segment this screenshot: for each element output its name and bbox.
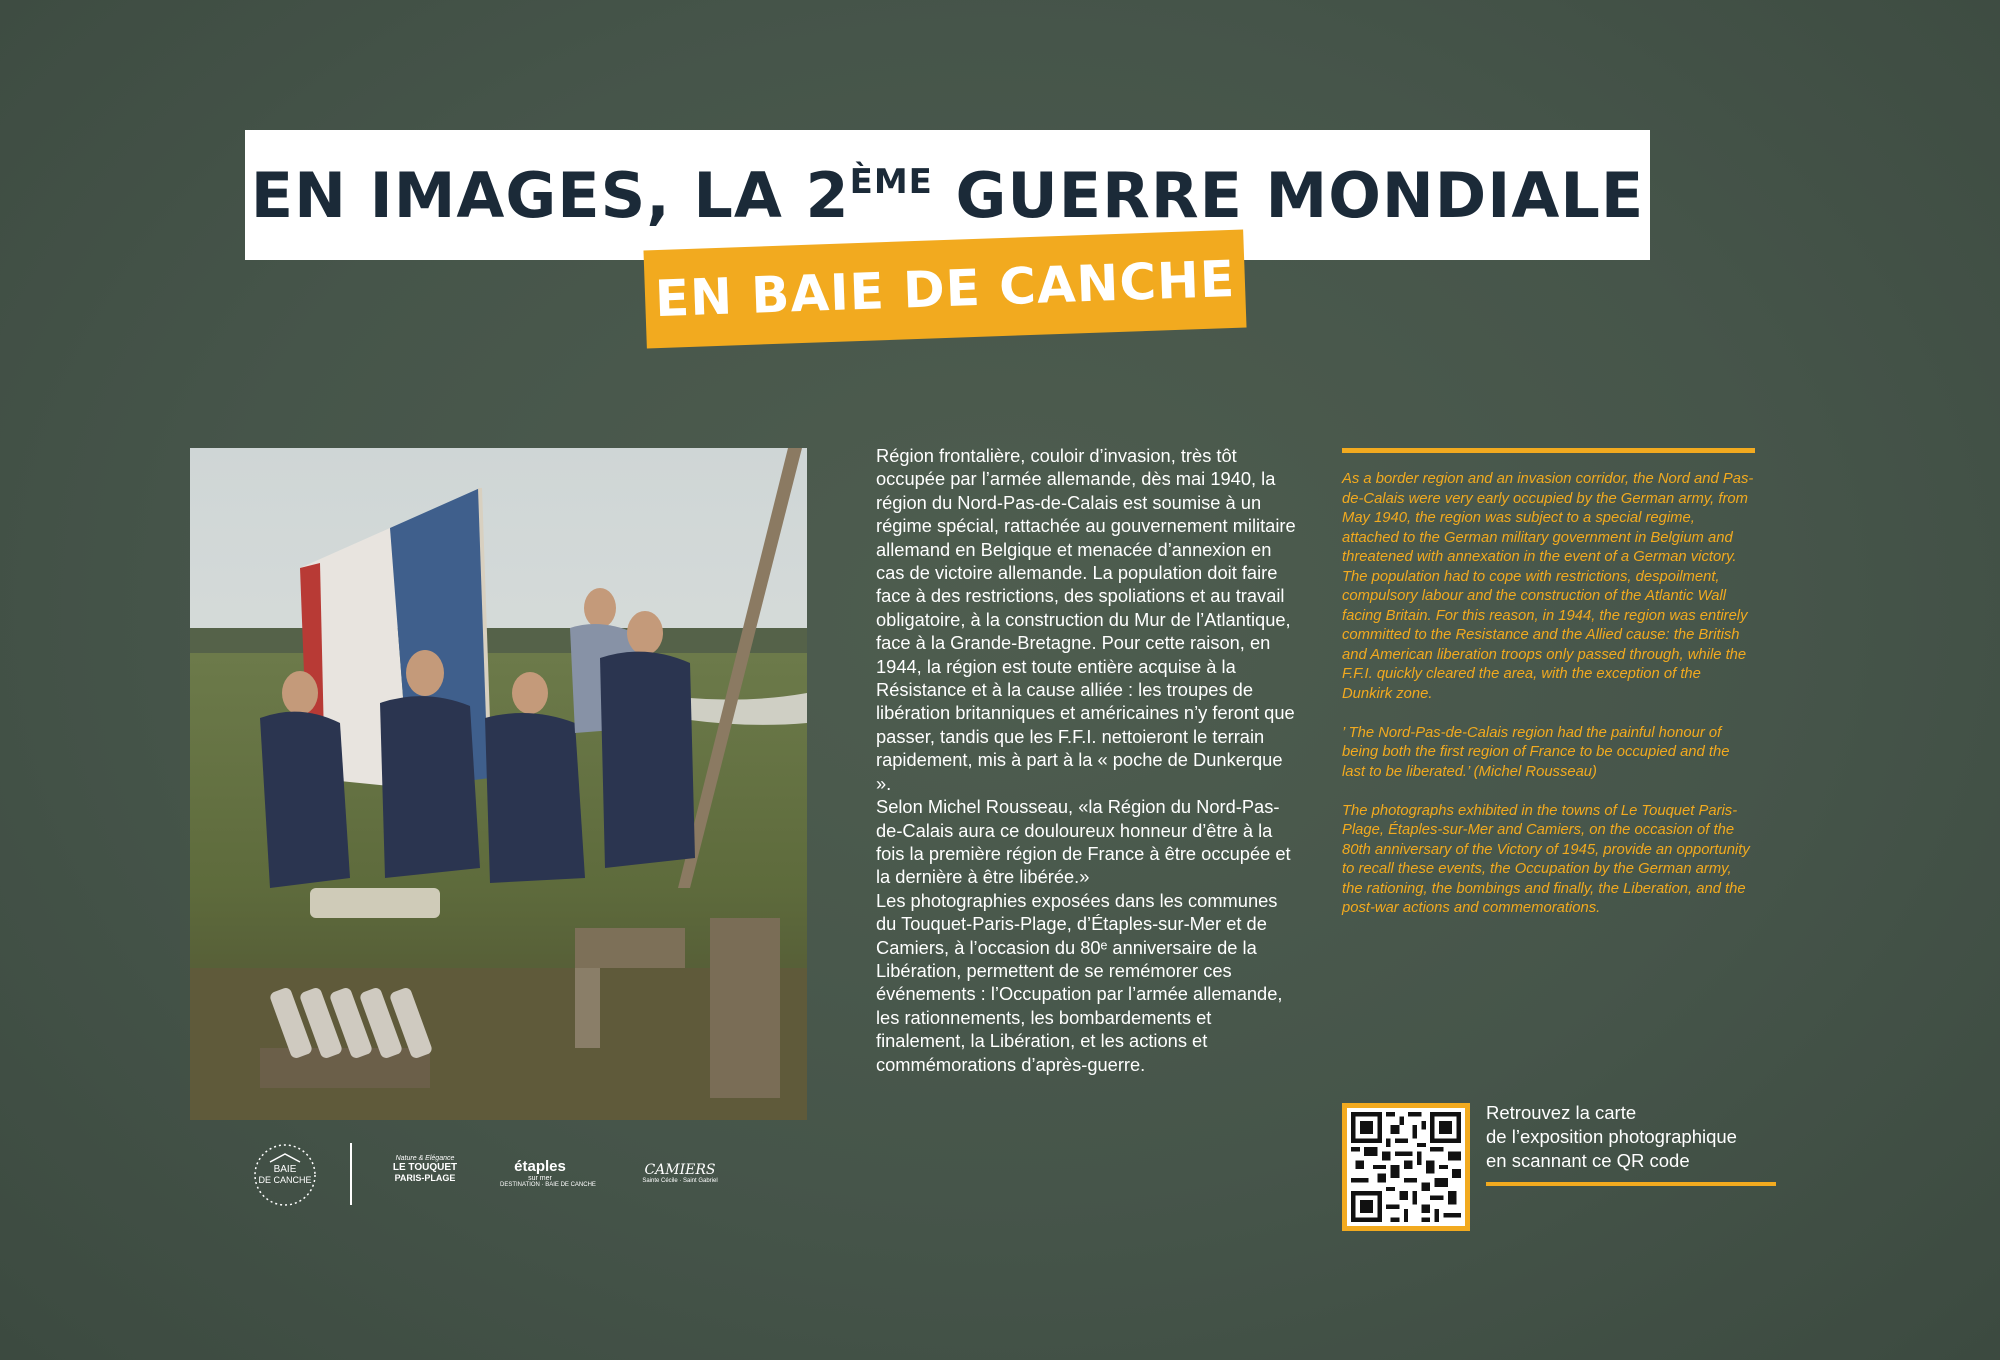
english-paragraph: As a border region and an invasion corridor, the Nord and Pas-de-Calais were very early occupied by the German army, from May 1940, the region was subject to a special regime, attached to the German military government in Belgium and threatened with annexation in the event of a German victory. The population had to cope with restrictions, despoilment, compulsory labour and the construction of the Atlantic Wall facing Britain. For this reason, in 1944, the region was entirely committed to the Resistance and the Allied cause: the British and American liberation troops only passed through, while the F.F.I. quickly cleared the area, with the exception of the Dunkirk zone. [1342, 471, 1754, 702]
historic-photo [190, 448, 807, 1120]
english-paragraph: ’ The Nord-Pas-de-Calais region had the painful honour of being both the first region of France to be occupied and the last to be liberated.’ (Michel Rousseau) [1342, 724, 1730, 780]
camiers-logo: CAMIERS Sainte Cécile · Saint Gabriel [642, 1162, 718, 1184]
page-subtitle: EN BAIE DE CANCHE [653, 249, 1237, 329]
qr-caption-line: Retrouvez la carte [1486, 1102, 1637, 1123]
qr-caption-line: en scannant ce QR code [1486, 1150, 1690, 1171]
french-paragraph: Les photographies exposées dans les communes du Touquet-Paris-Plage, d’Étaples-sur-Mer et de Camiers, à l’occasion du 80ᵉ anniversaire de la Libération, permettent de se remémorer ces événements : l’Occupation par l’armée allemande, les rationnements, les bombardements et finalement, la Libération, et les actions et commémorations d’après-guerre. [876, 889, 1283, 1075]
etaples-logo: étaples sur mer DESTINATION · BAIE DE CANCHE [500, 1158, 596, 1188]
french-paragraph: Selon Michel Rousseau, «la Région du Nord-Pas-de-Calais aura ce douloureux honneur d’être à la fois la première région de France à être occupée et la dernière à être libérée.» [876, 796, 1291, 888]
french-paragraph: Région frontalière, couloir d’invasion, très tôt occupée par l’armée allemande, dès mai 1940, la région du Nord-Pas-de-Calais est soumise à un régime spécial, rattachée au gouvernement militaire allemand en Belgique et menacée d’annexion en cas de victoire allemande. La population doit faire face à des restrictions, des spoliations et au travail obligatoire, à la construction du Mur de l’Atlantique, face à la Grande-Bretagne. Pour cette raison, en 1944, la région est toute entière acquise à la Résistance et à la cause alliée : les troupes de libération britanniques et américaines n’y feront que passer, tandis que les F.F.I. nettoieront le terrain rapidement, mis à part à la « poche de Dunkerque ». [876, 445, 1296, 794]
qr-caption-rule [1486, 1182, 1776, 1186]
qr-code-icon [1351, 1112, 1461, 1222]
english-text-block [1342, 470, 1755, 938]
qr-caption [1486, 1101, 1776, 1173]
le-touquet-logo: Nature & Elégance LE TOUQUET PARIS-PLAGE [392, 1155, 458, 1183]
partner-logos [250, 1140, 750, 1210]
english-paragraph: The photographs exhibited in the towns of Le Touquet Paris-Plage, Étaples-sur-Mer and Camiers, on the occasion of the 80th anniversary of the Victory of 1945, provide an opportunity to recall these events, the Occupation by the German army, the rationing, the bombings and finally, the Liberation, and the post-war actions and commemorations. [1342, 802, 1750, 916]
logo-divider [350, 1143, 352, 1205]
english-top-rule [1342, 448, 1755, 453]
french-text-block [876, 444, 1296, 1076]
qr-code[interactable] [1342, 1103, 1470, 1231]
baie-de-canche-logo: BAIE DE CANCHE [250, 1140, 320, 1210]
page-title: EN IMAGES, LA 2ÈME GUERRE MONDIALE [250, 158, 1645, 232]
subtitle-banner [643, 230, 1246, 349]
qr-caption-line: de l’exposition photographique [1486, 1126, 1737, 1147]
